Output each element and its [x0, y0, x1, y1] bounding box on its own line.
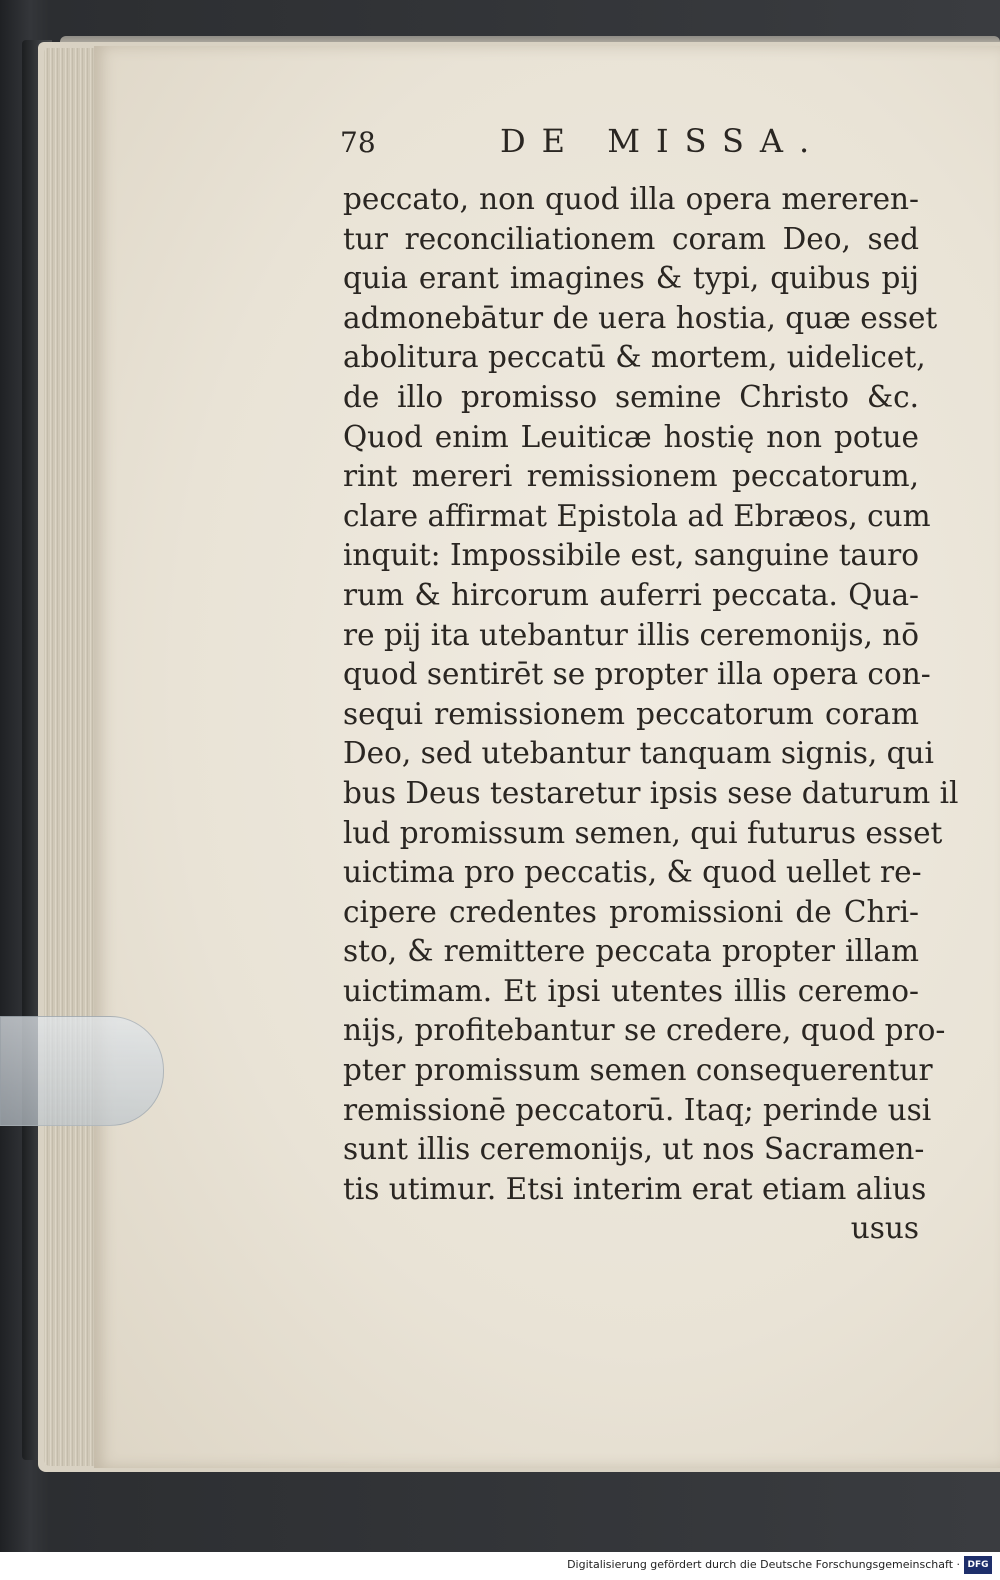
text-line: Quod enim Leuiticæ hostię non potue — [343, 419, 919, 454]
dfg-logo: DFG — [964, 1556, 992, 1574]
text-line: re pij ita utebantur illis ceremonijs, nō — [343, 617, 919, 652]
running-head: DE MISSA. — [500, 122, 826, 160]
text-line: remissionē peccatorū. Itaq; perinde usi — [343, 1092, 932, 1127]
text-line: inquit: Impossibile est, sanguine tauro — [343, 538, 919, 573]
text-line: peccato, non quod illa opera mereren- — [343, 182, 919, 216]
text-line: quia erant imagines & typi, quibus pij — [343, 261, 919, 296]
text-line: nijs, profitebantur se credere, quod pro- — [343, 1013, 946, 1048]
text-line: sunt illis ceremonijs, ut nos Sacramen- — [343, 1132, 925, 1167]
page-number: 78 — [340, 126, 376, 159]
text-line: rum & hircorum auferri peccata. Qua- — [343, 577, 919, 612]
funding-credit: Digitalisierung gefördert durch die Deutsche Forschungsgemeinschaft · — [567, 1558, 960, 1571]
plastic-page-clip — [0, 1016, 164, 1126]
text-line: sequi remissionem peccatorum coram — [343, 696, 919, 731]
text-line: cipere credentes promissioni de Chri- — [343, 894, 919, 929]
text-line: uictimam. Et ipsi utentes illis ceremo- — [343, 973, 919, 1008]
footer-bar — [0, 1552, 1000, 1580]
text-line: quod sentirēt se propter illa opera con- — [343, 657, 931, 692]
text-line: tis utimur. Etsi interim erat etiam alius — [343, 1171, 927, 1206]
text-line: de illo promisso semine Christo &c. — [343, 379, 919, 414]
text-line: pter promissum semen consequerentur — [343, 1053, 933, 1088]
body-text — [343, 180, 959, 1249]
text-line: rint mereri remissionem peccatorum, — [343, 459, 919, 494]
text-line: abolitura peccatū & mortem, uidelicet, — [343, 340, 926, 375]
text-line: clare affirmat Epistola ad Ebræos, cum — [343, 498, 931, 533]
text-line: bus Deus testaretur ipsis sese daturum il — [343, 775, 959, 810]
text-line: uictima pro peccatis, & quod uellet re- — [343, 855, 922, 890]
text-line: Deo, sed utebantur tanquam signis, qui — [343, 736, 934, 771]
text-line: tur reconciliationem coram Deo, sed — [343, 221, 919, 256]
text-line: admonebātur de uera hostia, quæ esset — [343, 300, 938, 335]
page-header — [340, 120, 920, 166]
text-line: lud promissum semen, qui futurus esset — [343, 815, 943, 850]
catchword: usus — [850, 1211, 919, 1246]
text-line: sto, & remittere peccata propter illam — [343, 934, 919, 969]
page-stack-edges — [44, 48, 96, 1466]
